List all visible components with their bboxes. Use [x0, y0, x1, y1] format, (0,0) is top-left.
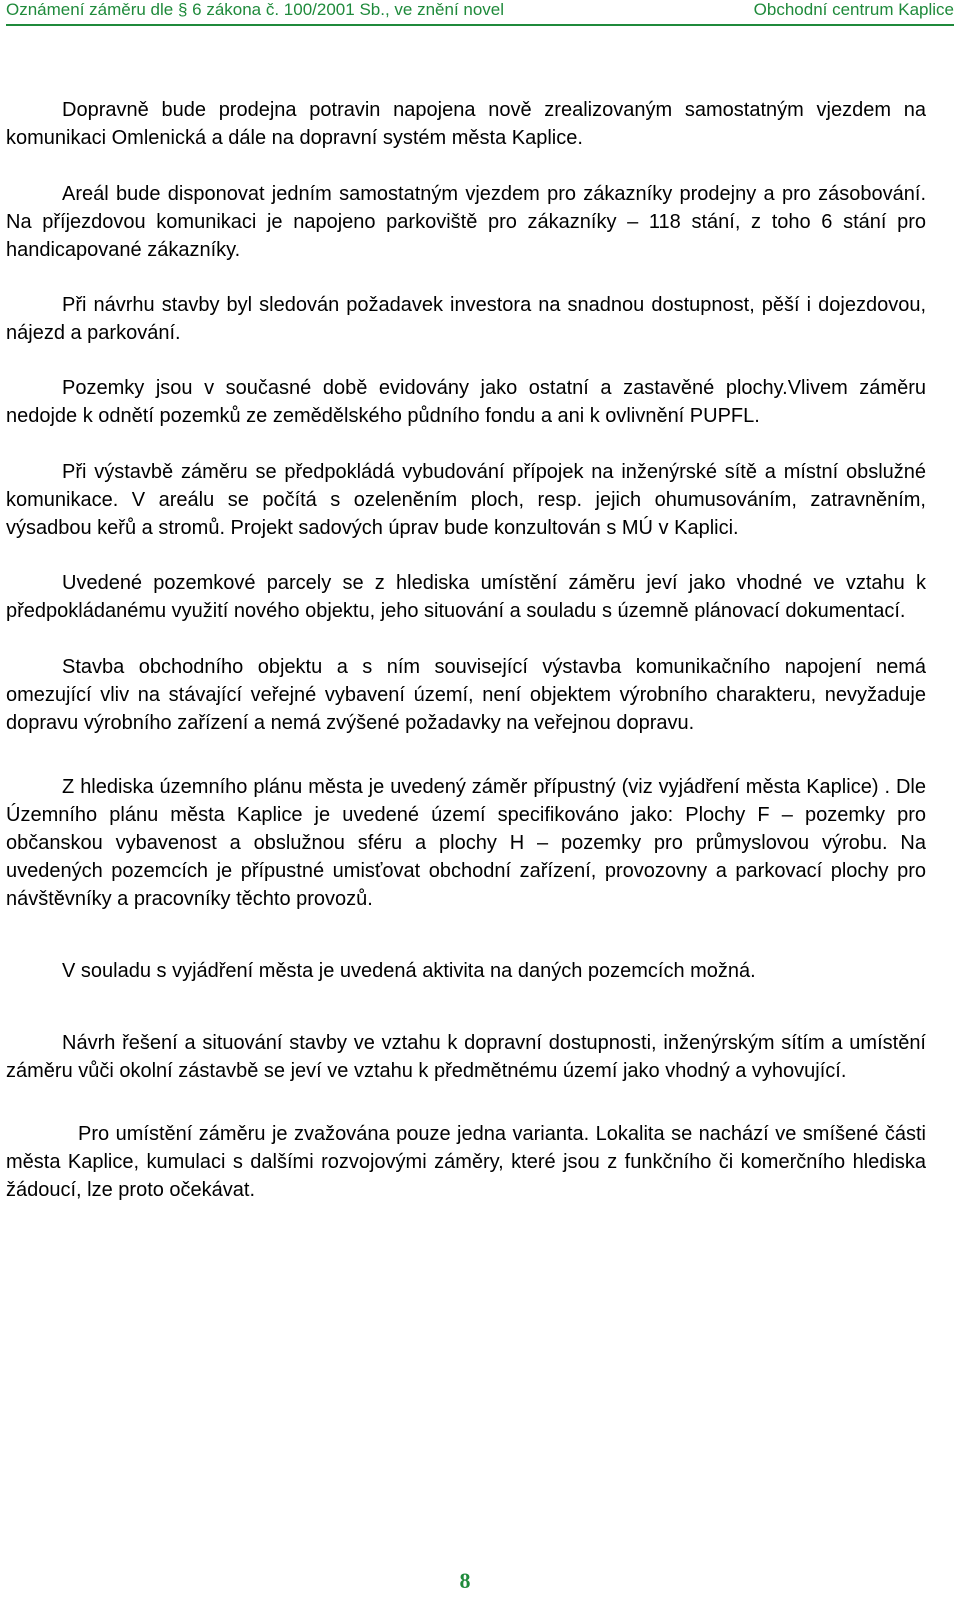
page-number: 8 — [459, 1568, 471, 1593]
page-header — [6, 0, 954, 26]
header-document-title: Oznámení záměru dle § 6 zákona č. 100/2001 Sb., ve znění novel — [6, 0, 505, 19]
paragraph-traffic-connection: Dopravně bude prodejna potravin napojena nově zrealizovaným samostatným vjezdem na komunikaci Omlenická a dále na dopravní systém města Kaplice. — [6, 99, 926, 149]
paragraph-single-variant: Pro umístění záměru je zvažována pouze jedna varianta. Lokalita se nachází ve smíšené části města Kaplice, kumulaci s dalšími rozvojovými záměry, které jsou z funkčního či komerčního hlediska žádoucí, lze proto očekávat. — [6, 1123, 926, 1201]
paragraph-land-use: Pozemky jsou v současné době evidovány jako ostatní a zastavěné plochy.Vlivem záměru nedojde k odnětí pozemků ze zemědělského půdního fondu a ani k ovlivnění PUPFL. — [6, 377, 926, 427]
paragraph-design-solution: Návrh řešení a situování stavby ve vztahu k dopravní dostupnosti, inženýrským sítím a umístění záměru vůči okolní zástavbě se jeví ve vztahu k předmětnému území jako vhodný a vyhovující. — [6, 1032, 926, 1082]
paragraph-entrance-parking: Areál bude disponovat jedním samostatným vjezdem pro zákazníky prodejny a pro zásobování. Na příjezdovou komunikaci je napojeno parkoviště pro zákazníky – 118 stání, z toho 6 stání pro handicapované zákazníky. — [6, 183, 926, 261]
paragraph-utilities-greenery: Při výstavbě záměru se předpokládá vybudování přípojek na inženýrské sítě a místní obslužné komunikace. V areálu se počítá s ozeleněním ploch, resp. jejich ohumusováním, zatravněním, výsadbou keřů a stromů. Projekt sadových úprav bude konzultován s MÚ v Kaplici. — [6, 461, 926, 539]
paragraph-accessibility: Při návrhu stavby byl sledován požadavek investora na snadnou dostupnost, pěší i dojezdovou, nájezd a parkování. — [6, 294, 926, 344]
paragraph-public-amenities: Stavba obchodního objektu a s ním související výstavba komunikačního napojení nemá omezující vliv na stávající veřejné vybavení území, není objektem výrobního charakteru, nevyžaduje dopravu výrobního zařízení a nemá zvýšené požadavky na veřejnou dopravu. — [6, 656, 926, 734]
paragraph-plot-suitability: Uvedené pozemkové parcely se z hlediska umístění záměru jeví jako vhodné ve vztahu k předpokládanému využití nového objektu, jeho situování a souladu s územně plánovací dokumentací. — [6, 572, 926, 622]
header-project-name: Obchodní centrum Kaplice — [753, 0, 954, 19]
paragraph-zoning-plan: Z hlediska územního plánu města je uvedený záměr přípustný (viz vyjádření města Kaplice) . Dle Územního plánu města Kaplice je uvedené území specifikováno jako: Plochy F – pozemky pro občanskou vybavenost a obslužnou sféru a plochy H – pozemky pro průmyslovou výrobu. Na uvedených pozemcích je přípustné umisťovat obchodní zařízení, provozovny a parkovací plochy pro návštěvníky a pracovníky těchto provozů. — [6, 776, 926, 910]
document-body — [6, 96, 926, 1204]
paragraph-city-statement: V souladu s vyjádření města je uvedená aktivita na daných pozemcích možná. — [62, 960, 756, 982]
